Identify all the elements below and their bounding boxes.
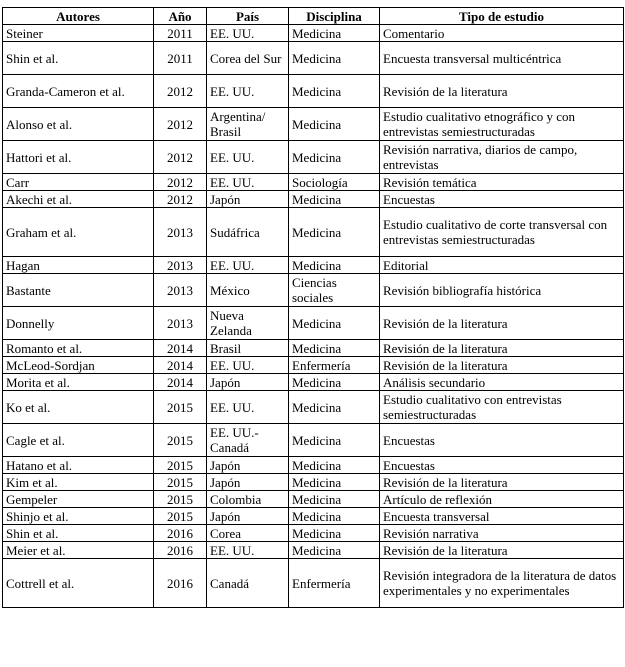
cell-disciplina: Medicina: [289, 457, 380, 474]
cell-anio: 2014: [154, 357, 207, 374]
cell-autores: Ko et al.: [3, 391, 154, 424]
cell-disciplina: Medicina: [289, 25, 380, 42]
table-row: [3, 542, 624, 559]
cell-anio: 2012: [154, 75, 207, 108]
table-row: [3, 340, 624, 357]
cell-disciplina: Medicina: [289, 141, 380, 174]
table-row: [3, 208, 624, 257]
cell-autores: Meier et al.: [3, 542, 154, 559]
table-row: [3, 391, 624, 424]
cell-tipo-de-estudio: Encuestas: [380, 457, 624, 474]
table-row: [3, 457, 624, 474]
cell-autores: Carr: [3, 174, 154, 191]
cell-autores: Gempeler: [3, 491, 154, 508]
cell-anio: 2012: [154, 141, 207, 174]
cell-autores: Shin et al.: [3, 42, 154, 75]
cell-disciplina: Medicina: [289, 108, 380, 141]
cell-autores: Romanto et al.: [3, 340, 154, 357]
cell-anio: 2013: [154, 208, 207, 257]
cell-anio: 2015: [154, 391, 207, 424]
table-header: [3, 8, 624, 25]
cell-tipo-de-estudio: Encuestas: [380, 191, 624, 208]
cell-tipo-de-estudio: Revisión de la literatura: [380, 357, 624, 374]
cell-autores: Steiner: [3, 25, 154, 42]
cell-pais: Japón: [207, 457, 289, 474]
cell-tipo-de-estudio: Editorial: [380, 257, 624, 274]
table-row: [3, 141, 624, 174]
header-autores: Autores: [3, 8, 154, 25]
cell-tipo-de-estudio: Estudio cualitativo etnográfico y con entrevistas semiestructuradas: [380, 108, 624, 141]
cell-tipo-de-estudio: Revisión de la literatura: [380, 75, 624, 108]
cell-disciplina: Medicina: [289, 474, 380, 491]
cell-pais: Brasil: [207, 340, 289, 357]
cell-autores: Cottrell et al.: [3, 559, 154, 608]
cell-anio: 2011: [154, 25, 207, 42]
table-row: [3, 75, 624, 108]
table-row: [3, 424, 624, 457]
cell-tipo-de-estudio: Análisis secundario: [380, 374, 624, 391]
cell-pais: Nueva Zelanda: [207, 307, 289, 340]
cell-disciplina: Medicina: [289, 491, 380, 508]
table-row: [3, 42, 624, 75]
cell-anio: 2015: [154, 474, 207, 491]
cell-autores: Granda-Cameron et al.: [3, 75, 154, 108]
cell-anio: 2012: [154, 174, 207, 191]
cell-disciplina: Medicina: [289, 208, 380, 257]
table-row: [3, 374, 624, 391]
cell-disciplina: Medicina: [289, 508, 380, 525]
cell-tipo-de-estudio: Revisión de la literatura: [380, 542, 624, 559]
cell-tipo-de-estudio: Encuestas: [380, 424, 624, 457]
cell-autores: Graham et al.: [3, 208, 154, 257]
cell-pais: Sudáfrica: [207, 208, 289, 257]
cell-pais: México: [207, 274, 289, 307]
cell-disciplina: Enfermería: [289, 559, 380, 608]
cell-pais: Corea del Sur: [207, 42, 289, 75]
cell-disciplina: Medicina: [289, 42, 380, 75]
cell-anio: 2013: [154, 257, 207, 274]
table-row: [3, 307, 624, 340]
cell-anio: 2013: [154, 274, 207, 307]
cell-anio: 2012: [154, 191, 207, 208]
cell-anio: 2013: [154, 307, 207, 340]
cell-pais: EE. UU.: [207, 25, 289, 42]
cell-autores: Shinjo et al.: [3, 508, 154, 525]
cell-pais: Japón: [207, 508, 289, 525]
table-row: [3, 525, 624, 542]
header-pais: País: [207, 8, 289, 25]
cell-pais: Corea: [207, 525, 289, 542]
cell-autores: Hattori et al.: [3, 141, 154, 174]
cell-pais: EE. UU.: [207, 75, 289, 108]
cell-anio: 2015: [154, 457, 207, 474]
cell-disciplina: Medicina: [289, 340, 380, 357]
table-row: [3, 174, 624, 191]
cell-pais: EE. UU.: [207, 357, 289, 374]
cell-disciplina: Medicina: [289, 391, 380, 424]
cell-tipo-de-estudio: Revisión de la literatura: [380, 340, 624, 357]
cell-disciplina: Medicina: [289, 75, 380, 108]
cell-autores: Hagan: [3, 257, 154, 274]
cell-autores: Alonso et al.: [3, 108, 154, 141]
cell-tipo-de-estudio: Estudio cualitativo con entrevistas semiestructuradas: [380, 391, 624, 424]
cell-disciplina: Medicina: [289, 191, 380, 208]
cell-disciplina: Ciencias sociales: [289, 274, 380, 307]
cell-pais: Colombia: [207, 491, 289, 508]
table-row: [3, 274, 624, 307]
cell-anio: 2015: [154, 491, 207, 508]
cell-pais: EE. UU.: [207, 391, 289, 424]
cell-disciplina: Enfermería: [289, 357, 380, 374]
table-body: [3, 25, 624, 608]
cell-tipo-de-estudio: Estudio cualitativo de corte transversal con entrevistas semiestructuradas: [380, 208, 624, 257]
cell-disciplina: Sociología: [289, 174, 380, 191]
cell-autores: McLeod-Sordjan: [3, 357, 154, 374]
cell-disciplina: Medicina: [289, 257, 380, 274]
cell-autores: Shin et al.: [3, 525, 154, 542]
cell-anio: 2012: [154, 108, 207, 141]
cell-anio: 2011: [154, 42, 207, 75]
cell-tipo-de-estudio: Revisión de la literatura: [380, 307, 624, 340]
cell-pais: EE. UU.: [207, 257, 289, 274]
cell-autores: Cagle et al.: [3, 424, 154, 457]
cell-anio: 2014: [154, 340, 207, 357]
cell-autores: Akechi et al.: [3, 191, 154, 208]
cell-pais: EE. UU.- Canadá: [207, 424, 289, 457]
cell-disciplina: Medicina: [289, 525, 380, 542]
cell-disciplina: Medicina: [289, 307, 380, 340]
cell-tipo-de-estudio: Encuesta transversal: [380, 508, 624, 525]
table-row: [3, 191, 624, 208]
cell-tipo-de-estudio: Encuesta transversal multicéntrica: [380, 42, 624, 75]
cell-tipo-de-estudio: Artículo de reflexión: [380, 491, 624, 508]
header-anio: Año: [154, 8, 207, 25]
cell-tipo-de-estudio: Revisión temática: [380, 174, 624, 191]
table-row: [3, 491, 624, 508]
cell-pais: Canadá: [207, 559, 289, 608]
table-row: [3, 508, 624, 525]
cell-pais: Argentina/ Brasil: [207, 108, 289, 141]
cell-pais: Japón: [207, 474, 289, 491]
header-tipo-de-estudio: Tipo de estudio: [380, 8, 624, 25]
cell-tipo-de-estudio: Revisión narrativa, diarios de campo, entrevistas: [380, 141, 624, 174]
cell-disciplina: Medicina: [289, 424, 380, 457]
cell-autores: Bastante: [3, 274, 154, 307]
cell-pais: EE. UU.: [207, 141, 289, 174]
studies-table: [2, 7, 624, 608]
cell-tipo-de-estudio: Revisión narrativa: [380, 525, 624, 542]
cell-anio: 2016: [154, 542, 207, 559]
cell-anio: 2015: [154, 424, 207, 457]
cell-disciplina: Medicina: [289, 542, 380, 559]
header-row: [3, 8, 624, 25]
cell-autores: Donnelly: [3, 307, 154, 340]
table-row: [3, 25, 624, 42]
cell-tipo-de-estudio: Revisión integradora de la literatura de datos experimentales y no experimentales: [380, 559, 624, 608]
cell-tipo-de-estudio: Revisión de la literatura: [380, 474, 624, 491]
cell-tipo-de-estudio: Revisión bibliografía histórica: [380, 274, 624, 307]
cell-autores: Morita et al.: [3, 374, 154, 391]
table-row: [3, 357, 624, 374]
table-row: [3, 559, 624, 608]
table-row: [3, 474, 624, 491]
cell-autores: Kim et al.: [3, 474, 154, 491]
header-disciplina: Disciplina: [289, 8, 380, 25]
cell-pais: EE. UU.: [207, 174, 289, 191]
cell-autores: Hatano et al.: [3, 457, 154, 474]
cell-pais: EE. UU.: [207, 542, 289, 559]
cell-anio: 2015: [154, 508, 207, 525]
cell-anio: 2016: [154, 525, 207, 542]
cell-pais: Japón: [207, 374, 289, 391]
cell-anio: 2014: [154, 374, 207, 391]
table-row: [3, 257, 624, 274]
cell-tipo-de-estudio: Comentario: [380, 25, 624, 42]
cell-disciplina: Medicina: [289, 374, 380, 391]
cell-pais: Japón: [207, 191, 289, 208]
table-row: [3, 108, 624, 141]
cell-anio: 2016: [154, 559, 207, 608]
